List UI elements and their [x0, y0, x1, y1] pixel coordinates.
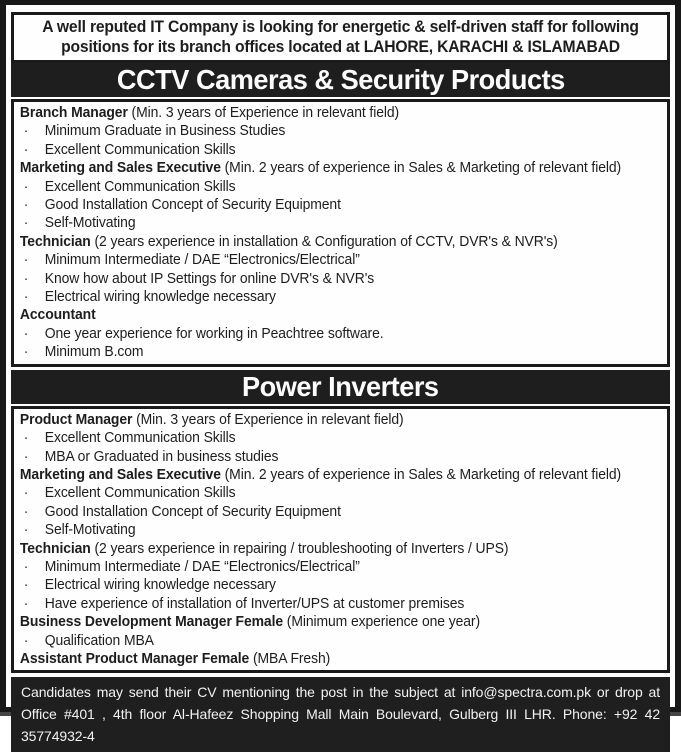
- job-title-line: [18, 411, 634, 429]
- job-title-line: [18, 650, 634, 668]
- job-requirement: (2 years experience in installation & Configuration of CCTV, DVR's & NVR's): [90, 233, 558, 250]
- job-requirement: (MBA Fresh): [249, 650, 331, 667]
- bullet-dot-icon: ·: [23, 197, 29, 214]
- footer-bar: [11, 677, 670, 752]
- job-title: Product Manager: [19, 411, 133, 428]
- footer-contact-line-2: Office #401 , 4th floor Al-Hafeez Shopping Mall Main Boulevard, Gulberg III LHR. Phone: +92 42 35774932-4: [21, 706, 660, 745]
- bullet-dot-icon: ·: [23, 123, 29, 140]
- job-bullet-row: [18, 503, 634, 521]
- section-banner: [11, 63, 670, 97]
- bullet-text: MBA or Graduated in business studies: [44, 448, 279, 465]
- bullet-dot-icon: ·: [23, 430, 29, 447]
- bullet-text: Good Installation Concept of Security Equipment: [44, 503, 341, 520]
- job-bullet-row: [18, 595, 634, 613]
- bullet-text: Good Installation Concept of Security Equipment: [44, 197, 341, 214]
- bullet-dot-icon: ·: [23, 289, 29, 306]
- job-title: Assistant Product Manager Female: [19, 650, 250, 667]
- job-title: Accountant: [19, 307, 96, 324]
- bullet-dot-icon: ·: [23, 325, 29, 342]
- bullet-text: Electrical wiring knowledge necessary: [44, 577, 276, 594]
- job-title-line: [18, 540, 634, 558]
- job-title-line: [18, 466, 634, 484]
- bullet-dot-icon: ·: [23, 503, 29, 520]
- job-title: Marketing and Sales Executive: [19, 466, 221, 483]
- job-bullet-row: [18, 141, 634, 159]
- bullet-dot-icon: ·: [23, 141, 29, 158]
- intro-line-2: positions for its branch offices located at LAHORE, KARACHI & ISLAMABAD: [61, 38, 620, 56]
- section-banner: [11, 370, 670, 404]
- bullet-text: Excellent Communication Skills: [44, 141, 236, 158]
- bullet-text: Self-Motivating: [44, 522, 136, 539]
- intro-box: [11, 12, 670, 63]
- job-bullet-row: [18, 343, 634, 361]
- bullet-text: Electrical wiring knowledge necessary: [44, 289, 276, 306]
- job-requirement: (Min. 2 years of experience in Sales & Marketing of relevant field): [220, 466, 622, 483]
- bullet-text: Excellent Communication Skills: [44, 178, 236, 195]
- footer-contact-line-1: Candidates may send their CV mentioning the post in the subject at info@spectra.com.pk or drop at: [21, 684, 660, 701]
- section-title: CCTV Cameras & Security Products: [116, 64, 565, 95]
- job-title-line: [18, 306, 634, 324]
- job-title: Branch Manager: [19, 105, 128, 121]
- job-title-line: [18, 613, 634, 631]
- job-bullet-row: [18, 325, 634, 343]
- job-title: Technician: [19, 540, 91, 557]
- job-requirement: (Min. 2 years of experience in Sales & Marketing of relevant field): [220, 160, 622, 177]
- job-title-line: [18, 159, 634, 177]
- job-bullet-row: [18, 196, 634, 214]
- bullet-dot-icon: ·: [23, 558, 29, 575]
- bullet-dot-icon: ·: [23, 215, 29, 232]
- bullet-text: Minimum Graduate in Business Studies: [44, 123, 286, 140]
- job-requirement: (Min. 3 years of Experience in relevant field): [132, 411, 404, 428]
- job-bullet-row: [18, 178, 634, 196]
- bullet-text: Minimum Intermediate / DAE “Electronics/Electrical”: [44, 252, 360, 269]
- bullet-dot-icon: ·: [23, 270, 29, 287]
- bullet-text: Qualification MBA: [44, 632, 154, 649]
- bullet-text: Have experience of installation of Inverter/UPS at customer premises: [44, 595, 465, 612]
- job-bullet-row: [18, 288, 634, 306]
- bullet-dot-icon: ·: [23, 344, 29, 361]
- bullet-text: Self-Motivating: [44, 215, 136, 232]
- section-title: Power Inverters: [242, 370, 439, 402]
- job-bullet-row: [18, 521, 634, 539]
- job-title: Business Development Manager Female: [19, 614, 284, 631]
- bullet-text: Know how about IP Settings for online DVR's & NVR's: [44, 270, 375, 287]
- bullet-text: One year experience for working in Peachtree software.: [44, 325, 384, 342]
- bullet-dot-icon: ·: [23, 632, 29, 649]
- job-bullet-row: [18, 214, 634, 232]
- job-bullet-row: [18, 122, 634, 140]
- bullet-dot-icon: ·: [23, 485, 29, 502]
- section-content-box: [11, 99, 670, 367]
- job-bullet-row: [18, 429, 634, 447]
- bullet-dot-icon: ·: [23, 252, 29, 269]
- job-title-line: [18, 104, 634, 122]
- intro-line-1: A well reputed IT Company is looking for energetic & self-driven staff for following: [42, 18, 639, 36]
- job-bullet-row: [18, 632, 634, 650]
- bullet-dot-icon: ·: [23, 577, 29, 594]
- bullet-text: Excellent Communication Skills: [44, 430, 236, 447]
- job-bullet-row: [18, 448, 634, 466]
- sections-container: [11, 63, 670, 676]
- bullet-text: Excellent Communication Skills: [44, 485, 236, 502]
- job-title-line: [18, 233, 634, 251]
- job-bullet-row: [18, 558, 634, 576]
- bullet-dot-icon: ·: [23, 595, 29, 612]
- bullet-dot-icon: ·: [23, 522, 29, 539]
- job-bullet-row: [18, 270, 634, 288]
- bullet-dot-icon: ·: [23, 448, 29, 465]
- job-bullet-row: [18, 576, 634, 594]
- job-title: Marketing and Sales Executive: [19, 160, 221, 177]
- job-requirement: (Minimum experience one year): [283, 614, 480, 631]
- bullet-text: Minimum Intermediate / DAE “Electronics/Electrical”: [44, 558, 360, 575]
- job-bullet-row: [18, 484, 634, 502]
- job-requirement: (Min. 3 years of Experience in relevant field): [127, 105, 400, 121]
- job-requirement: (2 years experience in repairing / troubleshooting of Inverters / UPS): [90, 540, 509, 557]
- job-bullet-row: [18, 251, 634, 269]
- bullet-text: Minimum B.com: [44, 344, 144, 361]
- bullet-dot-icon: ·: [23, 178, 29, 195]
- section-content-box: [11, 406, 670, 674]
- job-title: Technician: [19, 233, 91, 250]
